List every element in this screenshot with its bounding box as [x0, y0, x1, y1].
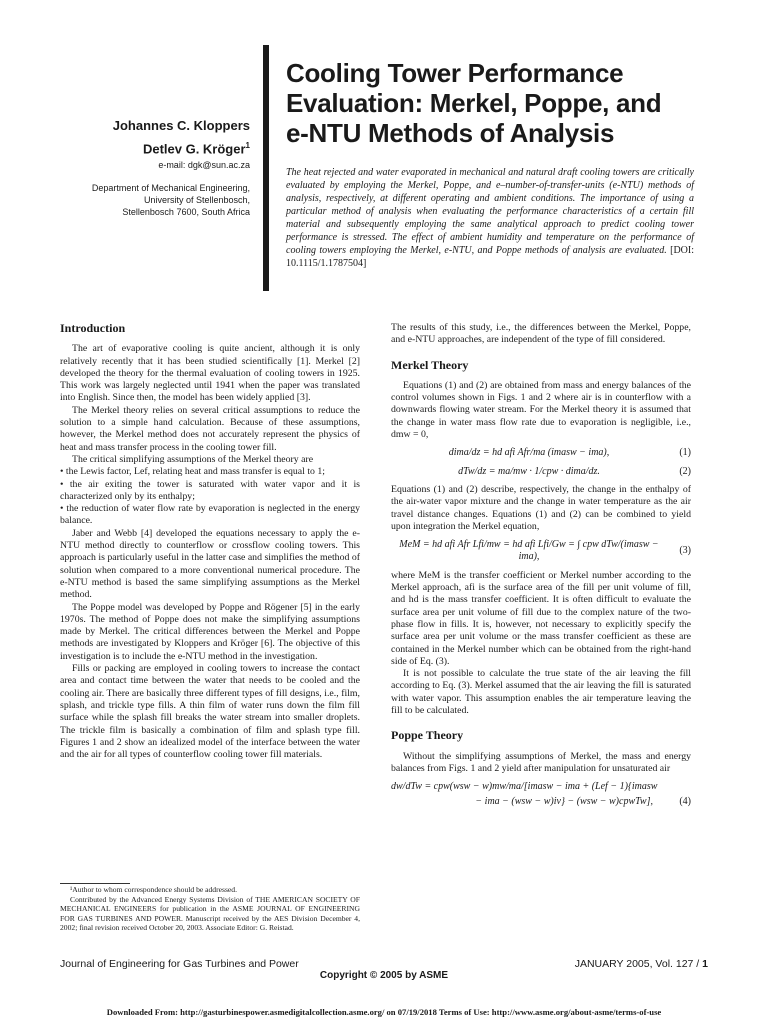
footnotes — [60, 885, 360, 933]
author-email: e-mail: dgk@sun.ac.za — [158, 160, 250, 171]
left-column — [60, 322, 360, 761]
download-notice: Downloaded From: http://gasturbinespower.asmedigitalcollection.asme.org/ on 07/19/2018 Terms of Use: http://www.asme.org/about-asme/terms-of-use — [106, 1007, 662, 1017]
paper-title: Cooling Tower Performance Evaluation: Merkel, Poppe, and e-NTU Methods of Analysis — [286, 58, 662, 148]
section-heading-introduction: Introduction — [60, 321, 126, 335]
paragraph: The Poppe model was developed by Poppe and Rögener [5] in the early 1970s. The method of Poppe does not make the simplifying assumptions made by Merkel. The critical differences between the Merkel and Poppe methods are investigated by Kloppers and Kröger [6]. The objective of this investigation is to include the e-NTU method in the investigation. — [60, 601, 360, 662]
equation-1: dima/dz = hd afi Afr/ma (imasw − ima), (1) — [448, 447, 691, 459]
bullet-item: • the Lewis factor, Lef, relating heat and mass transfer is equal to 1; — [60, 466, 326, 478]
paragraph: Without the simplifying assumptions of Merkel, the mass and energy balances from Figs. 1 and 2 yield after manipulation for unsaturated air — [391, 750, 691, 774]
paragraph: Equations (1) and (2) are obtained from mass and energy balances of the control volumes shown in Figs. 1 and 2 where air is in counterflow with a downwards flowing water stream. For the Merkel theory it is assumed that the change in water mass flow rate due to evaporation is negligible, i.e., dmw = 0, — [391, 379, 691, 441]
issue-info: JANUARY 2005, Vol. 127 / 1 — [574, 958, 708, 970]
author-name: Johannes C. Kloppers — [112, 118, 250, 133]
paragraph: The critical simplifying assumptions of the Merkel theory are — [72, 453, 314, 465]
paragraph: where MeM is the transfer coefficient or Merkel number according to the Merkel approach, afi is the surface area of the fill per unit volume of fill, and hd is the mass transfer coefficient. It is often difficult to evaluate the surface area per unit volume of fill due to the complex nature of the two-phase flow in fills. It is, however, not necessary to explicitly specify the surface area per unit volume or the mass transfer coefficient as these are contained in the Merkel number which can be obtained from the right-hand side of Eq. (3). — [391, 569, 691, 667]
paragraph: The Merkel theory relies on several critical assumptions to reduce the solution to a simple hand calculation. Because of these assumptions, however, the Merkel method does not accurately represent the physics of heat and mass transfer process in the cooling tower fill. — [60, 404, 360, 453]
paragraph: It is not possible to calculate the true state of the air leaving the fill according to Eq. (3). Merkel assumed that the air leaving the fill is saturated with water vapor. This assumption enables the air temperature leaving the fill to be calculated. — [391, 668, 691, 717]
equation-3: MeM = hd afi Afr Lfi/mw = hd afi Lfi/Gw = ∫ cpw dTw/(imasw − ima), (3) — [399, 539, 691, 563]
section-heading-merkel: Merkel Theory — [391, 357, 469, 372]
affiliation: Department of Mechanical Engineering, University of Stellenbosch, Stellenbosch 7600, South Africa — [91, 183, 250, 217]
author-block — [60, 116, 250, 171]
paragraph: Fills or packing are employed in cooling towers to increase the contact area and contact time between the water that needs to be cooled and the cooling air. There are basically three different types of fill designs, i.e., film, splash, and trickle type fills. A thin film of water runs down the film fill surface while the splash fill breaks the water stream into smaller droplets. The trickle film is basically a combination of film and splash type fill. Figures 1 and 2 show an idealized model of the interface between the water and the air for all types of counterflow cooling tower fill materials. — [60, 663, 360, 761]
doi: [DOI: 10.1115/1.1787504] — [286, 245, 694, 269]
paragraph: The results of this study, i.e., the differences between the Merkel, Poppe, and e-NTU approaches, are independent of the type of fill considered. — [391, 322, 691, 346]
paragraph: Jaber and Webb [4] developed the equations necessary to apply the e-NTU method directly to counterflow or crossflow cooling towers. This approach is particularly useful in the latter case and simplifies the method of solution when compared to a more conventional numerical procedure. The e-NTU method is based the same simplifying assumptions as the Merkel method. — [60, 527, 360, 601]
abstract: The heat rejected and water evaporated in mechanical and natural draft cooling towers are critically evaluated by employing the Merkel, Poppe, and e–number-of-transfer-units (e-NTU) methods of analysis, respectively, at different operating and ambient conditions. The importance of using a particular method of analysis when evaluating the performance characteristics of a certain fill material and subsequently employing the same analytical approach to predict cooling tower performance is stressed. The effect of ambient humidity and temperature on the performance of cooling towers employing the Merkel, e-NTU, and Poppe methods of analysis are evaluated. [DOI: 10.1115/1.1787504] — [286, 167, 694, 269]
footnote: ¹Author to whom correspondence should be addressed. — [70, 885, 237, 894]
equation-4-line-1: dw/dTw = cpw(wsw − w)mw/ma/[imasw − ima + (Lef − 1){imasw — [391, 781, 658, 793]
paragraph: The art of evaporative cooling is quite ancient, although it is only relatively recently that it has been studied scientifically [1]. Merkel [2] developed the theory for the thermal evaluation of cooling towers in 1925. This work was largely neglected until 1941 when the paper was translated into English. Since then, the model has been widely applied [3]. — [60, 343, 360, 404]
paragraph: Equations (1) and (2) describe, respectively, the change in the enthalpy of the air-water vapor mixture and the change in water temperature as the air travel distance changes. Equations (1) and (2) can be combined to yield upon integration the Merkel equation, — [391, 483, 691, 532]
journal-name: Journal of Engineering for Gas Turbines and Power — [60, 958, 299, 970]
section-heading-poppe: Poppe Theory — [391, 728, 464, 743]
bullet-item: • the air exiting the tower is saturated with water vapor and it is characterized only by its enthalpy; — [60, 478, 360, 502]
equation-2: dTw/dz = ma/mw · 1/cpw · dima/dz. (2) — [458, 465, 691, 477]
footnote-rule — [60, 883, 130, 884]
title-divider-bar — [263, 45, 269, 291]
bullet-item: • the reduction of water flow rate by evaporation is neglected in the energy balance. — [60, 503, 360, 527]
author-name-2: Detlev G. Kröger$^1$ — [142, 141, 250, 157]
copyright: Copyright © 2005 by ASME — [319, 970, 449, 981]
footnote: Contributed by the Advanced Energy Systems Division of THE AMERICAN SOCIETY OF MECHANICAL ENGINEERS for publication in the ASME JOURNAL OF ENGINEERING FOR GAS TURBINES AND POWER. Manuscript received by the AES Division December 4, 2002; final revision received October 20, 2003. Associate Editor: G. Reistad. — [60, 894, 360, 933]
right-column — [391, 322, 691, 814]
equation-4-line-2: − ima − (wsw − w)iv} − (wsw − w)cpwTw], (4) — [475, 795, 691, 807]
